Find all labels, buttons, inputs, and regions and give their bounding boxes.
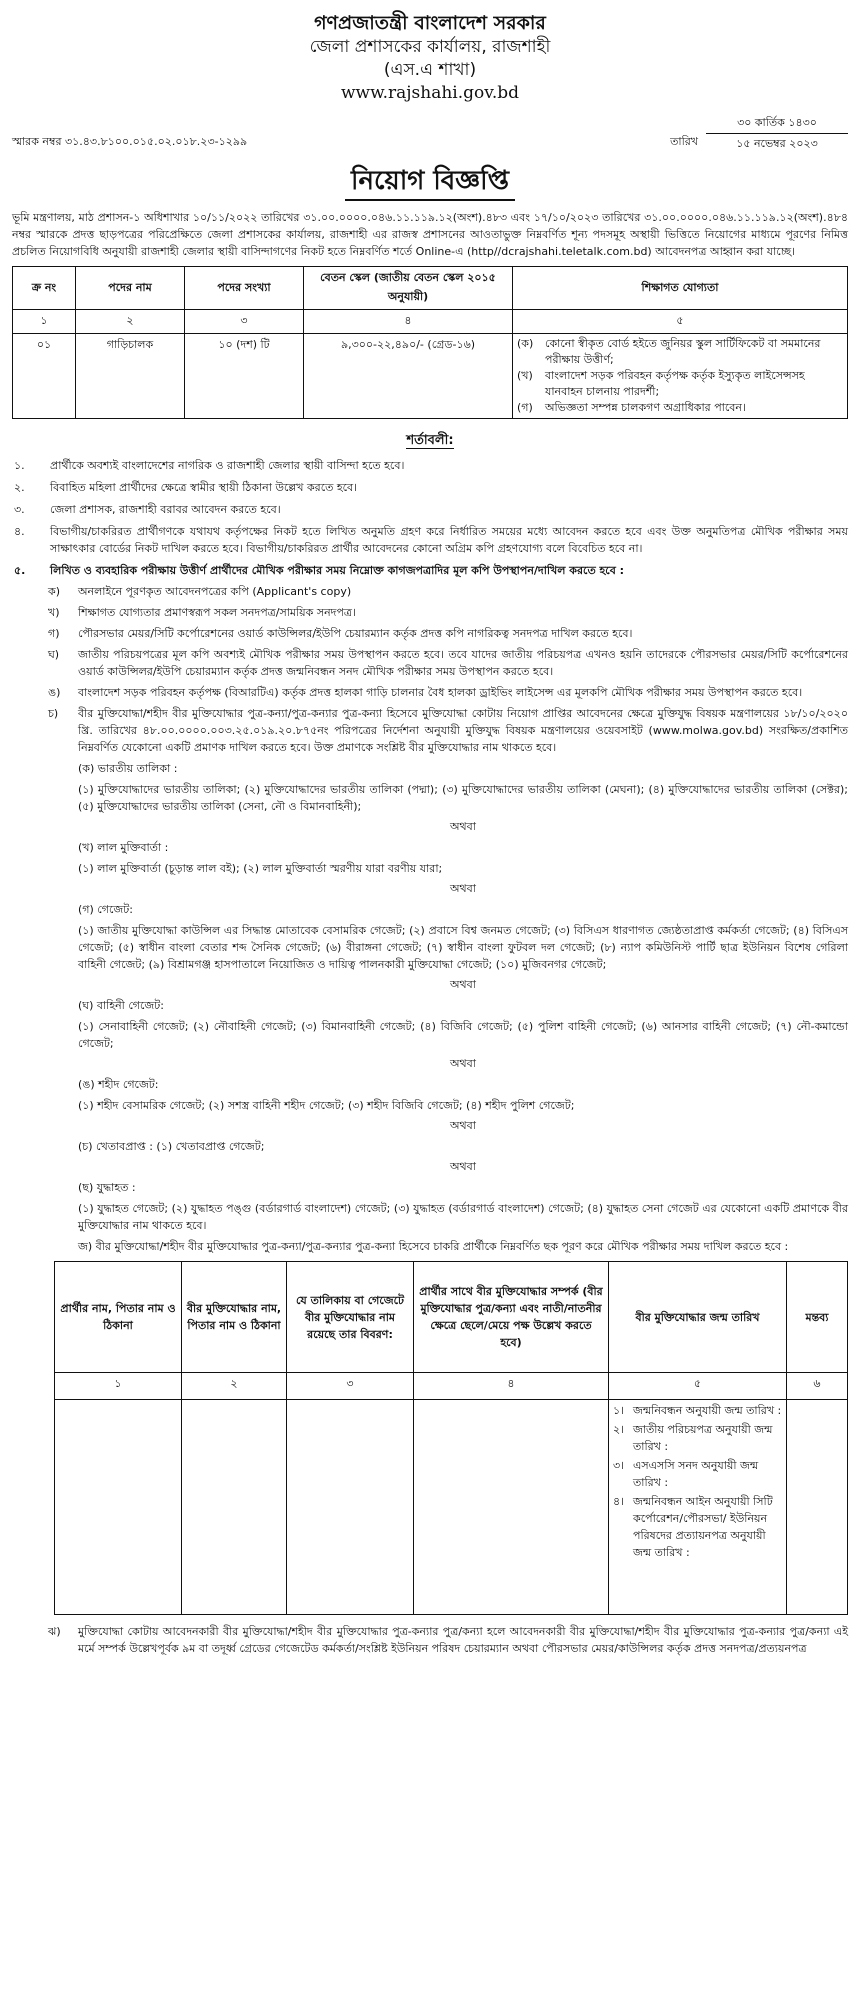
proof-kha-body: (১) লাল মুক্তিবার্তা (চূড়ান্ত লাল বই); (২) লাল মুক্তিবার্তা স্মরণীয় যারা বরণীয় যারা; [78, 862, 443, 875]
proof-ja-line: জ) বীর মুক্তিযোদ্ধা/শহীদ বীর মুক্তিযোদ্ধার পুত্র-কন্যা/পুত্র-কন্যার পুত্র-কন্যা হিসেবে চাকরি প্রার্থীকে নিম্নবর্ণিত ছক পূরণ করে মৌখিক পরীক্ষার সময় দাখিল করতে হবে : [78, 1240, 789, 1253]
proof-ca-line: (চ) খেতাবপ্রাপ্ত : (১) খেতাবপ্রাপ্ত গেজেট; [78, 1140, 265, 1153]
govt-name: গণপ্রজাতন্ত্রী বাংলাদেশ সরকার [314, 12, 546, 34]
blank-cell[interactable] [414, 1400, 609, 1615]
col-number: ২ [182, 1373, 287, 1400]
proof-gha-heading: (ঘ) বাহিনী গেজেট: [78, 999, 164, 1012]
dob-item: ২। জাতীয় পরিচয়পত্র অনুযায়ী জন্ম তারিখ : [613, 1423, 773, 1453]
intro-paragraph: ভূমি মন্ত্রণালয়, মাঠ প্রশাসন-১ অধিশাখার ১০/১১/২০২২ তারিখের ৩১.০০.০০০০.০৪৬.১১.১১৯.১২(অংশ).৪৮৩ এবং ১৭/১০/২০২৩ তারিখের ৩১.০০.০০০০.০৪৬.১১.১১৯.১২(অংশ).৪৮৪ নম্বর স্মারকে প্রদত্ত ছাড়পত্রের পরিপ্রেক্ষিতে জেলা প্রশাসকের কার্যালয়, রাজশাহী এর রাজস্ব প্রশাসনের আওতাভুক্ত নিম্নবর্ণিত শূন্য পদসমূহ অস্থায়ী ভিত্তিতে নিয়োগের মাধ্যমে পূরণের নিমিত্ত প্রচলিত নিয়োগবিধি অনুযায়ী রাজশাহী জেলার স্থায়ী বাসিন্দাগণের নিকট হতে নিম্নবর্ণিত শর্তে Online-এ (http//dcrajshahi.teletalk.com.bd) আবেদনপত্র আহ্বান করা যাচ্ছে। [12, 211, 848, 258]
proof-ka-heading: (ক) ভারতীয় তালিকা : [78, 762, 178, 775]
website-link[interactable]: www.rajshahi.gov.bd [340, 83, 520, 103]
col-header-qualification: শিক্ষাগত যোগ্যতা [513, 267, 848, 310]
or-divider: অথবা [450, 1119, 476, 1132]
proof-ka-body: (১) মুক্তিযোদ্ধাদের ভারতীয় তালিকা; (২) মুক্তিযোদ্ধাদের ভারতীয় তালিকা (পদ্মা); (৩) মুক্তিযোদ্ধাদের ভারতীয় তালিকা (মেঘনা); (৪) মুক্তিযোদ্ধাদের ভারতীয় তালিকা (সেক্টর); (৫) মুক্তিযোদ্ধাদের ভারতীয় তালিকা (সেনা, নৌ ও বিমানবাহিনী); [78, 783, 848, 813]
sub-item: ঘ) জাতীয় পরিচয়পত্রের মূল কপি অবশ্যই মৌখিক পরীক্ষার সময় উপস্থাপন করতে হবে। তবে যাদের জাতীয় পরিচয়পত্র এখনও হয়নি তাদেরকে পৌরসভার মেয়র/সিটি কর্পোরেশনের ওয়ার্ড কাউন্সিলর/ইউপি চেয়ারম্যান কর্তৃক প্রদত্ত জন্মনিবন্ধন সনদ মৌখিক পরীক্ষার সময় উপস্থাপন করতে হবে। [48, 648, 848, 678]
col-number: ৩ [185, 310, 304, 334]
memo-number: স্মারক নম্বর ৩১.৪৩.৮১০০.০১৫.০২.০১৮.২৩-১২৯৯ [12, 135, 248, 148]
blank-cell[interactable] [55, 1400, 182, 1615]
sub-item: গ) পৌরসভার মেয়র/সিটি কর্পোরেশনের ওয়ার্ড কাউন্সিলর/ইউপি চেয়ারম্যান কর্তৃক প্রদত্ত কপি নাগরিকত্ব সনদপত্র দাখিল করতে হবে। [48, 627, 633, 640]
dob-cell [609, 1400, 787, 1615]
proof-cha-heading: (ছ) যুদ্ধাহত : [78, 1181, 136, 1194]
col-number: ১ [13, 310, 76, 334]
proof-ga-heading: (গ) গেজেট: [78, 903, 133, 916]
or-divider: অথবা [450, 820, 476, 833]
clause: ৫. লিখিত ও ব্যবহারিক পরীক্ষায় উত্তীর্ণ প্রার্থীদের মৌখিক পরীক্ষার সময় নিম্নোক্ত কাগজপত্রাদির মূল কপি উপস্থাপন/দাখিল করতে হবে : [14, 564, 625, 577]
post-table [12, 266, 848, 419]
page-title: নিয়োগ বিজ্ঞপ্তি [345, 163, 515, 201]
post-table-header [13, 267, 848, 310]
col-header-ff-name: বীর মুক্তিযোদ্ধার নাম, পিতার নাম ও ঠিকানা [182, 1262, 287, 1373]
col-number: ৪ [414, 1373, 609, 1400]
sub-item: চ) বীর মুক্তিযোদ্ধা/শহীদ বীর মুক্তিযোদ্ধার পুত্র-কন্যা/পুত্র-কন্যার পুত্র-কন্যা হিসেবে মুক্তিযোদ্ধা কোটায় নিয়োগ প্রাপ্তির আবেদনের ক্ষেত্রে মুক্তিযুদ্ধ বিষয়ক মন্ত্রণালয়ের ১৮/১০/২০২০ খ্রি. তারিখের ৪৮.০০.০০০০.০০৩.২৫.০১৯.২০.৮৭৫নং পরিপত্রের নির্দেশনা অনুযায়ী মুক্তিযুদ্ধ বিষয়ক মন্ত্রণালয়ের ওয়েবসাইট (www.molwa.gov.bd) সংরক্ষিত/প্রকাশিত নিম্নবর্ণিত যেকোনো একটি প্রমাণক দাখিল করতে হবে। উক্ত প্রমাণকে সংশ্লিষ্ট বীর মুক্তিযোদ্ধার নাম থাকতে হবে। [48, 707, 848, 754]
or-divider: অথবা [450, 1160, 476, 1173]
or-divider: অথবা [450, 978, 476, 991]
dob-item: ১। জন্মনিবন্ধন অনুযায়ী জন্ম তারিখ : [613, 1404, 782, 1417]
clause: ১. প্রার্থীকে অবশ্যই বাংলাদেশের নাগরিক ও রাজশাহী জেলার স্থায়ী বাসিন্দা হতে হবে। [14, 459, 405, 472]
proof-cha-body: (১) যুদ্ধাহত গেজেট; (২) যুদ্ধাহত পঙ্গু (বর্ডারগার্ড বাংলাদেশ) গেজেট; (৩) যুদ্ধাহত (বর্ডারগার্ড বাংলাদেশ) গেজেট; (৪) যুদ্ধাহত সেনা গেজেট এর যেকোনো একটি প্রমাণকে বীর মুক্তিযোদ্ধার নাম থাকতে হবে। [78, 1202, 848, 1232]
col-number: ৫ [513, 310, 848, 334]
memo-row [12, 111, 848, 155]
qualification-item: (গ) অভিজ্ঞতা সম্পন্ন চালকগণ অগ্রাধিকার পাবেন। [517, 401, 746, 414]
qualification-item: (ক) কোনো স্বীকৃত বোর্ড হইতে জুনিয়র স্কুল সার্টিফিকেট বা সমমানের পরীক্ষায় উত্তীর্ণ; [517, 337, 821, 366]
sub-item: ক) অনলাইনে পূরণকৃত আবেদনপত্রের কপি (Applicant's copy) [48, 585, 352, 598]
freedom-fighter-table [54, 1261, 848, 1615]
ff-table-col-numbers [55, 1373, 848, 1400]
branch-name: (এস.এ শাখা) [383, 60, 477, 80]
proof-uma-heading: (ঙ) শহীদ গেজেট: [78, 1078, 159, 1091]
terms-heading: শর্তাবলী: [406, 433, 454, 448]
col-header-relation: প্রার্থীর সাথে বীর মুক্তিযোদ্ধার সম্পর্ক (বীর মুক্তিযোদ্ধার পুত্র/কন্যা এবং নাতী/নাতনীর ক্ষেত্রে ছেলে/মেয়ে পক্ষ উল্লেখ করতে হবে) [414, 1262, 609, 1373]
proof-gha-body: (১) সেনাবাহিনী গেজেট; (২) নৌবাহিনী গেজেট; (৩) বিমানবাহিনী গেজেট; (৪) বিজিবি গেজেট; (৫) পুলিশ বাহিনী গেজেট; (৬) আনসার বাহিনী গেজেট; (৭) নৌ-কমান্ডো গেজেট; [78, 1020, 848, 1050]
table-row [55, 1400, 848, 1615]
or-divider: অথবা [450, 882, 476, 895]
col-number: ৬ [787, 1373, 848, 1400]
col-number: ১ [55, 1373, 182, 1400]
cell-scale: ৯,৩০০-২২,৪৯০/- (গ্রেড-১৬) [304, 334, 513, 419]
col-number: ৩ [287, 1373, 414, 1400]
sub-item: ঙ) বাংলাদেশ সড়ক পরিবহন কর্তৃপক্ষ (বিআরটিএ) কর্তৃক প্রদত্ত হালকা গাড়ি চালনার বৈধ হালকা ড্রাইভিং লাইসেন্স এর মূলকপি মৌখিক পরীক্ষার সময় উপস্থাপন করতে হবে। [48, 686, 803, 699]
ff-table-header [55, 1262, 848, 1373]
blank-cell[interactable] [787, 1400, 848, 1615]
cell-count: ১০ (দশ) টি [185, 334, 304, 419]
office-name: জেলা প্রশাসকের কার্যালয়, রাজশাহী [309, 37, 551, 57]
date-bengali: ৩০ কার্তিক ১৪৩০ [706, 113, 848, 134]
dob-item: ৪। জন্মনিবন্ধন আইন অনুযায়ী সিটি কর্পোরেশন/পৌরসভা/ ইউনিয়ন পরিষদের প্রত্যায়নপত্র অনুযায়ী জন্ম তারিখ : [613, 1495, 773, 1559]
date-gregorian: ১৫ নভেম্বর ২০২৩ [736, 137, 818, 150]
col-number: ২ [76, 310, 185, 334]
clause: ৩. জেলা প্রশাসক, রাজশাহী বরাবর আবেদন করতে হবে। [14, 503, 281, 516]
post-table-col-numbers [13, 310, 848, 334]
proof-uma-body: (১) শহীদ বেসামরিক গেজেট; (২) সশস্ত্র বাহিনী শহীদ গেজেট; (৩) শহীদ বিজিবি গেজেট; (৪) শহীদ পুলিশ গেজেট; [78, 1099, 575, 1112]
sub-item-jha: ঝ) মুক্তিযোদ্ধা কোটায় আবেদনকারী বীর মুক্তিযোদ্ধা/শহীদ বীর মুক্তিযোদ্ধার পুত্র-কন্যার পুত্র/কন্যা হলে আবেদনকারী বীর মুক্তিযোদ্ধা/শহীদ বীর মুক্তিযোদ্ধার পুত্র-কন্যার পুত্র/কন্যা এই মর্মে সম্পর্ক উল্লেখপূর্বক ৯ম বা তদূর্ধ্ব গ্রেডের গেজেটেড কর্মকর্তা/সংশ্লিষ্ট ইউনিয়ন পরিষদ চেয়ারম্যান অথবা পৌরসভার মেয়র/কাউন্সিলর কর্তৃক প্রদত্ত সনদপত্র/প্রত্যয়নপত্র [48, 1625, 848, 1655]
col-number: ৪ [304, 310, 513, 334]
sub-item: খ) শিক্ষাগত যোগ্যতার প্রমাণস্বরূপ সকল সনদপত্র/সাময়িক সনদপত্র। [48, 606, 356, 619]
col-header-dob: বীর মুক্তিযোদ্ধার জন্ম তারিখ [609, 1262, 787, 1373]
col-header-candidate: প্রার্থীর নাম, পিতার নাম ও ঠিকানা [55, 1262, 182, 1373]
col-number: ৫ [609, 1373, 787, 1400]
col-header-sl: ক্র নং [13, 267, 76, 310]
dob-item: ৩। এসএসসি সনদ অনুযায়ী জন্ম তারিখ : [613, 1459, 759, 1489]
proof-kha-heading: (খ) লাল মুক্তিবার্তা : [78, 841, 169, 854]
col-header-remarks: মন্তব্য [787, 1262, 848, 1373]
clause: ৪. বিভাগীয়/চাকরিরত প্রার্থীগণকে যথাযথ কর্তৃপক্ষের নিকট হতে লিখিত অনুমতি গ্রহণ করে নির্ধারিত সময়ের মধ্যে আবেদন করতে হবে এবং উক্ত অনুমতিপত্র মৌখিক পরীক্ষার সময় সাক্ষাৎকার বোর্ডের নিকট দাখিল করতে হবে। বিভাগীয়/চাকরিরত প্রার্থীর আবেদনের কোনো অগ্রিম কপি গ্রহণযোগ্য বলে বিবেচিত হবে না। [14, 525, 848, 555]
col-header-post: পদের নাম [76, 267, 185, 310]
letterhead [12, 10, 848, 105]
or-divider: অথবা [450, 1057, 476, 1070]
cell-sl: ০১ [13, 334, 76, 419]
clause: ২. বিবাহিত মহিলা প্রার্থীদের ক্ষেত্রে স্বামীর স্থায়ী ঠিকানা উল্লেখ করতে হবে। [14, 481, 358, 494]
proof-ga-body: (১) জাতীয় মুক্তিযোদ্ধা কাউন্সিল এর সিদ্ধান্ত মোতাবেক বেসামরিক গেজেট; (২) প্রবাসে বিশ্ব জনমত গেজেট; (৩) বিসিএস ধারণাগত জ্যেষ্ঠতাপ্রাপ্ত কর্মকর্তা গেজেট; (৪) বিসিএস গেজেট; (৫) স্বাধীন বাংলা বেতার শব্দ সৈনিক গেজেট; (৬) বীরাঙ্গনা গেজেট; (৭) স্বাধীন বাংলা ফুটবল দল গেজেট; (৮) ন্যাপ কমিউনিস্ট পার্টি ছাত্র ইউনিয়ন বিশেষ গেরিলা বাহিনী গেজেট; (৯) বিশ্রামগঞ্জ হাসপাতালে নিয়োজিত ও দায়িত্ব পালনকারী মুক্তিযোদ্ধা গেজেট; (১০) মুজিবনগর গেজেট; [78, 924, 848, 971]
col-header-scale: বেতন স্কেল (জাতীয় বেতন স্কেল ২০১৫ অনুযায়ী) [304, 267, 513, 310]
date-label: তারিখ [670, 135, 698, 148]
cell-post: গাড়িচালক [76, 334, 185, 419]
qualification-item: (খ) বাংলাদেশ সড়ক পরিবহন কর্তৃপক্ষ কর্তৃক ইস্যুকৃত লাইসেন্সসহ যানবাহন চালনায় পারদর্শী; [517, 369, 805, 398]
notice-page [0, 10, 860, 1998]
col-header-count: পদের সংখ্যা [185, 267, 304, 310]
table-row [13, 334, 848, 419]
cell-qualification [513, 334, 848, 419]
blank-cell[interactable] [182, 1400, 287, 1615]
col-header-gazette: যে তালিকায় বা গেজেটে বীর মুক্তিযোদ্ধার নাম রয়েছে তার বিবরণ: [287, 1262, 414, 1373]
blank-cell[interactable] [287, 1400, 414, 1615]
date-box [706, 113, 848, 154]
